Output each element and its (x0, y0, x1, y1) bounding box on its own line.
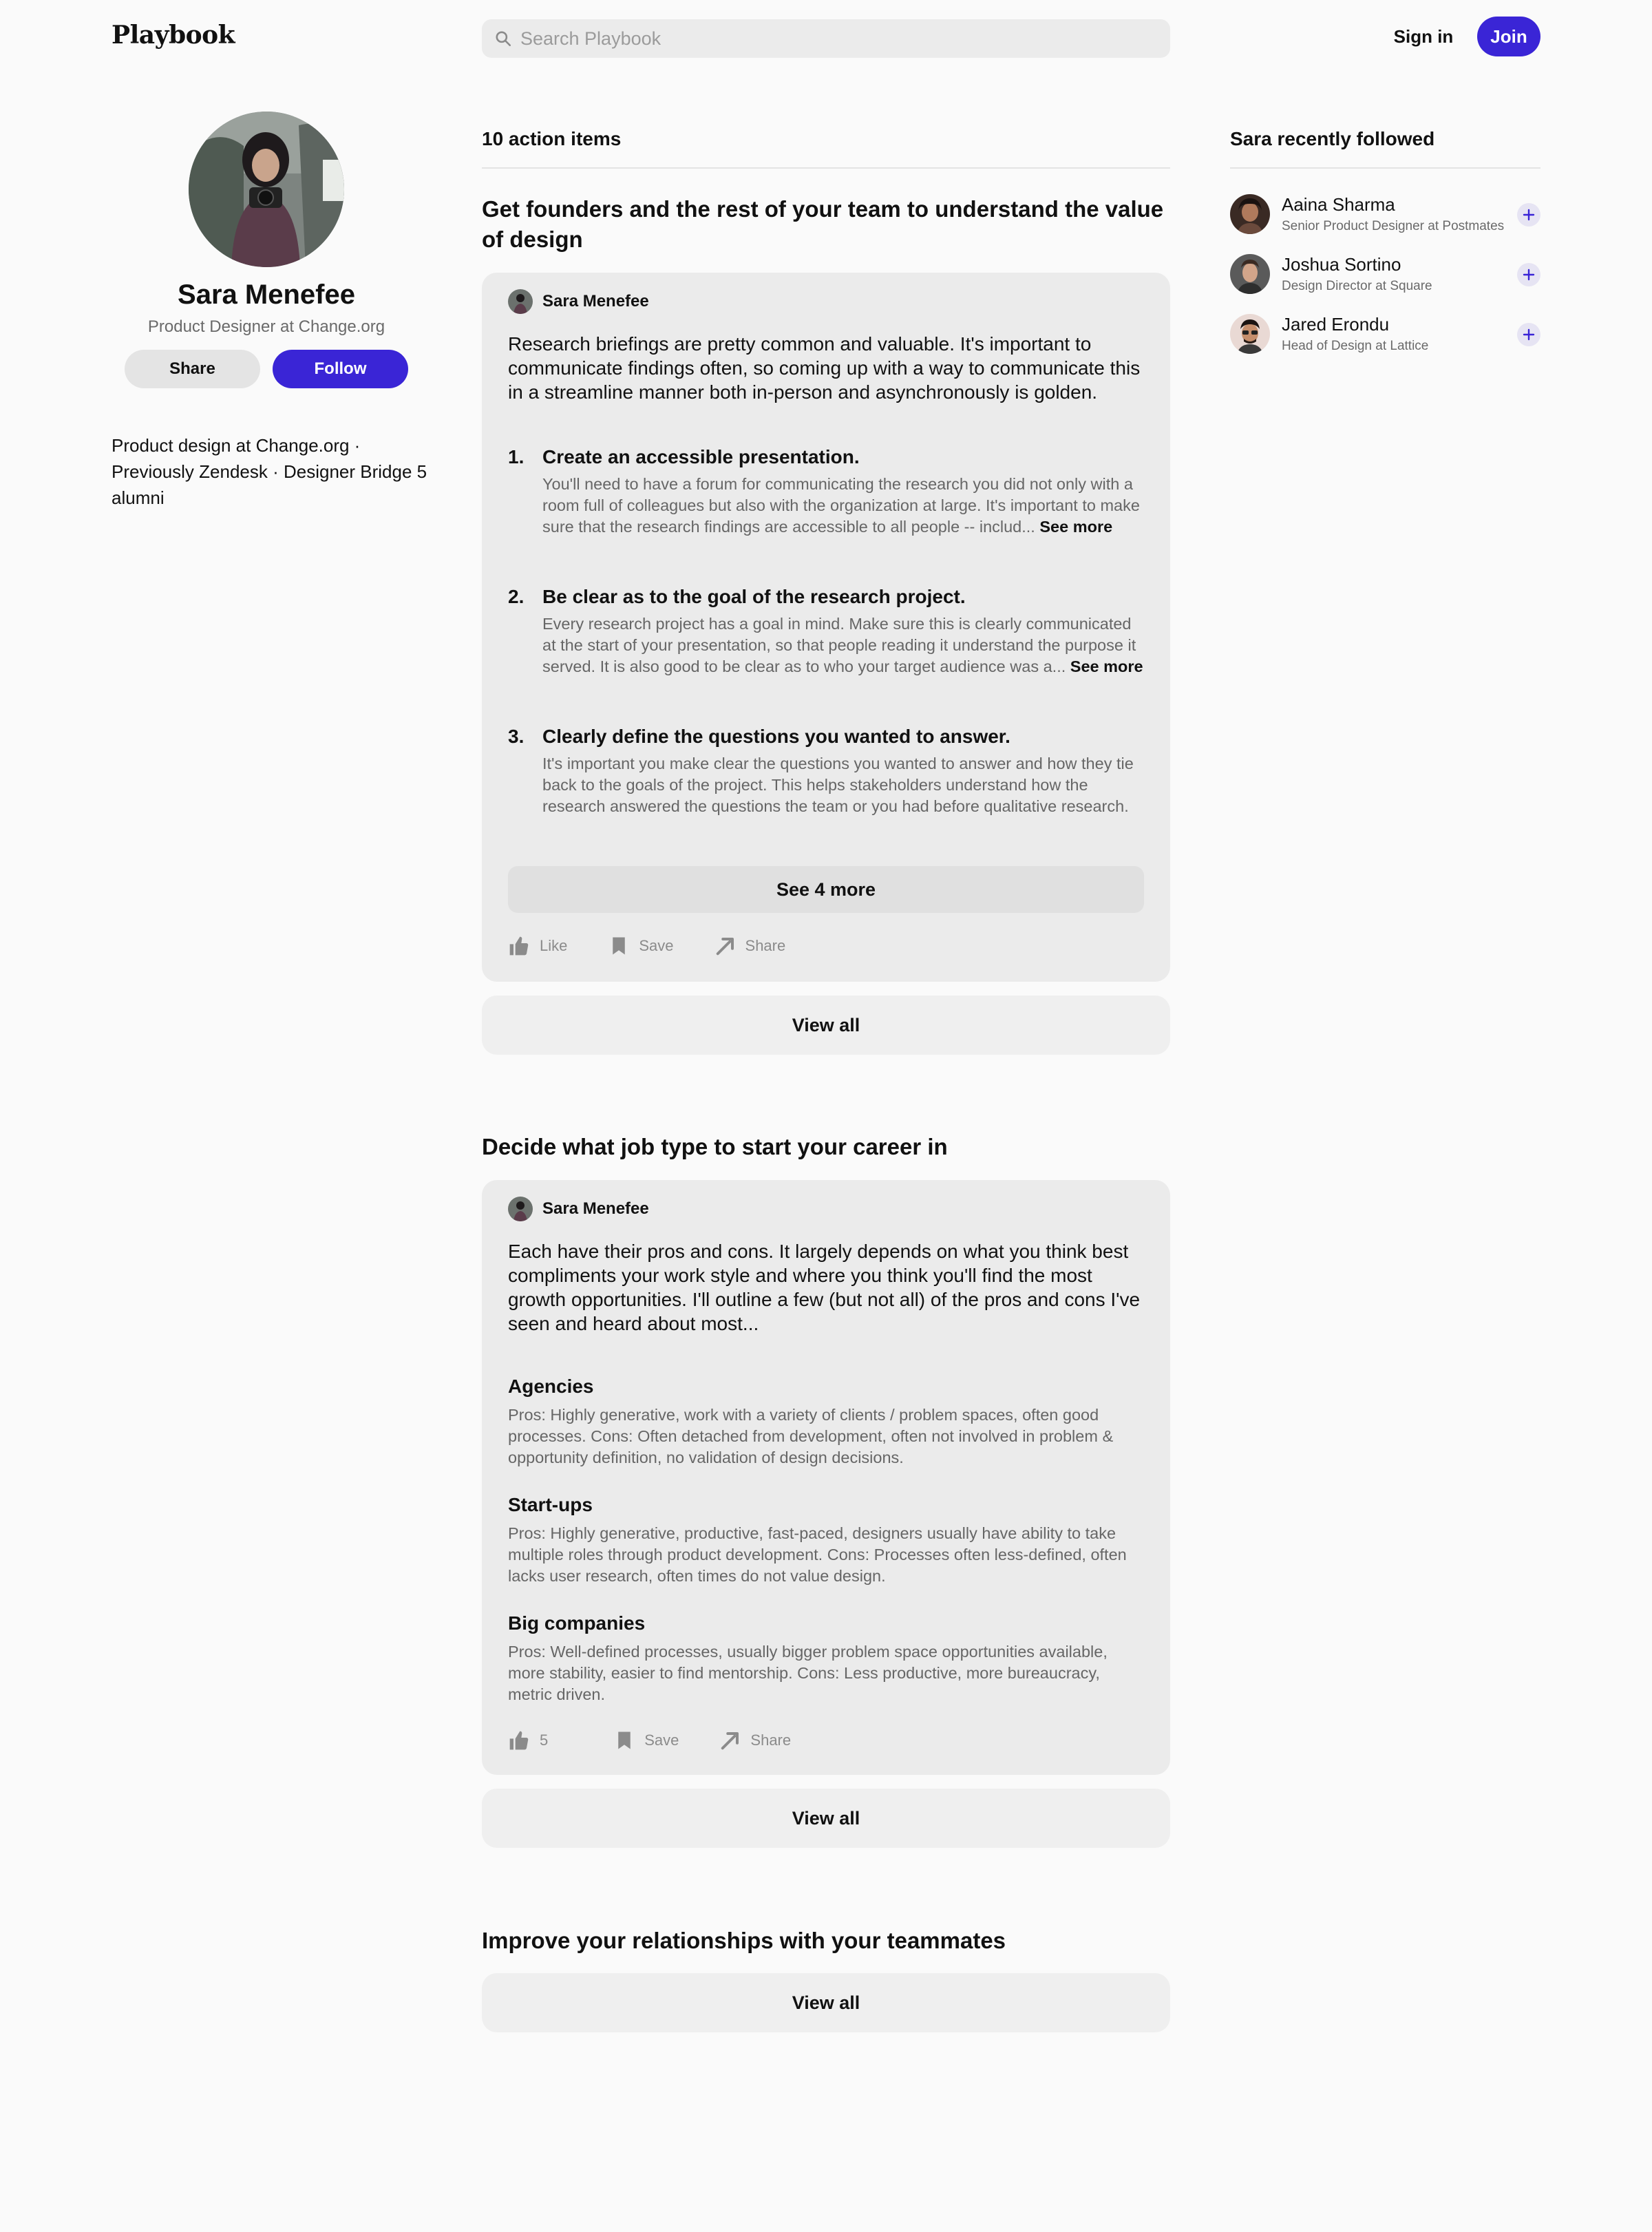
author-name: Sara Menefee (542, 1199, 649, 1218)
share-button[interactable]: Share (720, 1730, 791, 1751)
followed-person[interactable] (1230, 314, 1540, 355)
see-more-button[interactable]: See 4 more (508, 866, 1144, 913)
item-title: Start-ups (508, 1494, 593, 1515)
bookmark-icon (614, 1730, 635, 1751)
profile-bio: Product design at Change.org · Previously Zendesk · Designer Bridge 5 alumni (112, 435, 427, 508)
sign-in-button[interactable]: Sign in (1377, 17, 1470, 56)
card-intro: Research briefings are pretty common and valuable. It's important to communicate findings often, so coming up with a way to communicate this in a streamline manner both in-person and asynchronously is golden. (508, 333, 1141, 403)
profile-share-button[interactable]: Share (125, 350, 260, 388)
bookmark-icon (608, 936, 629, 956)
person-role: Design Director at Square (1282, 279, 1432, 293)
thumbs-up-icon (508, 935, 530, 957)
followed-person[interactable] (1230, 254, 1540, 295)
list-item (508, 1376, 1144, 1468)
person-name: Jared Erondu (1282, 314, 1390, 335)
item-body: Pros: Highly generative, work with a variety of clients / problem spaces, often good processes. Cons: Often detached from development, often not involved in problem & opportunity definition, no validation of design decisions. (508, 1406, 1114, 1466)
share-arrow-icon (715, 936, 736, 956)
see-more-link[interactable]: See more (1070, 657, 1143, 675)
item-title: Be clear as to the goal of the research project. (542, 586, 966, 607)
plus-icon (1523, 269, 1535, 281)
item-number: 3. (508, 726, 525, 747)
card-actions (508, 935, 827, 957)
card-intro: Each have their pros and cons. It largely depends on what you think best compliments your work style and where you think you'll find the most growth opportunities. I'll outline a few (but not all) of the pros and cons I've seen and heard about most... (508, 1241, 1141, 1334)
section-title[interactable]: Decide what job type to start your career in (482, 1134, 948, 1159)
item-body: You'll need to have a forum for communicating the research you did not only with a room full of colleagues but also with the organization at large. It's important to make sure that the research findings are accessible to all people -- includ... See more (542, 475, 1140, 536)
person-name: Joshua Sortino (1282, 254, 1401, 275)
view-all-button[interactable]: View all (482, 1789, 1170, 1848)
item-body: It's important you make clear the questions you wanted to answer and how they tie back to the goals of the project. This helps stakeholders understand how the research answered the questions the team or you had before qualitative research. (542, 755, 1134, 815)
share-button[interactable]: Share (715, 936, 786, 956)
follow-person-button[interactable] (1517, 323, 1540, 346)
card-actions (508, 1729, 832, 1751)
item-body: Every research project has a goal in mind. Make sure this is clearly communicated at the start of your presentation, so that people reading it understand the purpose it served. It is also good to be clear as to who your target audience was a... See more (542, 615, 1143, 675)
profile-name: Sara Menefee (178, 280, 355, 310)
item-number: 1. (508, 446, 525, 467)
see-more-link[interactable]: See more (1039, 518, 1113, 536)
followed-person[interactable] (1230, 194, 1540, 235)
author-avatar (508, 289, 533, 314)
author-avatar (508, 1197, 533, 1221)
plus-icon (1523, 209, 1535, 221)
plus-icon (1523, 328, 1535, 341)
avatar (1230, 314, 1270, 354)
item-title: Clearly define the questions you wanted to answer. (542, 726, 1010, 747)
thumbs-up-icon (508, 1729, 530, 1751)
recently-followed-heading: Sara recently followed (1230, 128, 1435, 149)
profile-avatar (189, 112, 344, 267)
search-input[interactable] (520, 28, 1140, 50)
save-button[interactable]: Save (608, 936, 673, 956)
author-name: Sara Menefee (542, 292, 649, 310)
avatar (1230, 194, 1270, 234)
person-name: Aaina Sharma (1282, 194, 1395, 215)
action-items-count: 10 action items (482, 128, 622, 149)
save-button[interactable]: Save (614, 1730, 679, 1751)
action-card (482, 1180, 1170, 1775)
profile-title: Product Designer at Change.org (147, 317, 385, 336)
search-icon (494, 30, 512, 48)
join-button[interactable]: Join (1477, 17, 1540, 56)
item-title: Create an accessible presentation. (542, 446, 860, 467)
item-number: 2. (508, 586, 525, 607)
avatar (1230, 254, 1270, 294)
list-item (508, 1494, 1144, 1587)
like-count: 5 (540, 1731, 549, 1749)
action-card (482, 273, 1170, 982)
item-body: Pros: Highly generative, productive, fast-paced, designers usually have ability to take multiple roles through product development. Cons: Processes often less-defined, often lacks user research, often times do not value design. (508, 1524, 1127, 1585)
follow-person-button[interactable] (1517, 263, 1540, 286)
section-title[interactable]: Get founders and the rest of your team to understand the value of design (482, 196, 1164, 252)
list-item (508, 1612, 1144, 1705)
share-arrow-icon (720, 1730, 741, 1751)
person-role: Head of Design at Lattice (1282, 339, 1429, 353)
divider (482, 167, 1170, 169)
view-all-button[interactable]: View all (482, 1973, 1170, 2032)
item-title: Agencies (508, 1376, 594, 1397)
playbook-logo[interactable]: Playbook (112, 21, 235, 50)
card-author[interactable] (508, 1197, 649, 1221)
item-body: Pros: Well-defined processes, usually bigger problem space opportunities available, more stability, easier to find mentorship. Cons: Less productive, more bureaucracy, metric driven. (508, 1643, 1108, 1703)
person-role: Senior Product Designer at Postmates (1282, 219, 1505, 233)
item-title: Big companies (508, 1612, 646, 1634)
like-button[interactable] (508, 1729, 548, 1751)
divider (1230, 167, 1540, 169)
like-button[interactable]: Like (508, 935, 567, 957)
card-author[interactable] (508, 289, 649, 314)
search-bar[interactable] (482, 19, 1170, 58)
section-title[interactable]: Improve your relationships with your teammates (482, 1928, 1006, 1953)
follow-person-button[interactable] (1517, 203, 1540, 227)
follow-button[interactable]: Follow (273, 350, 408, 388)
view-all-button[interactable]: View all (482, 996, 1170, 1055)
